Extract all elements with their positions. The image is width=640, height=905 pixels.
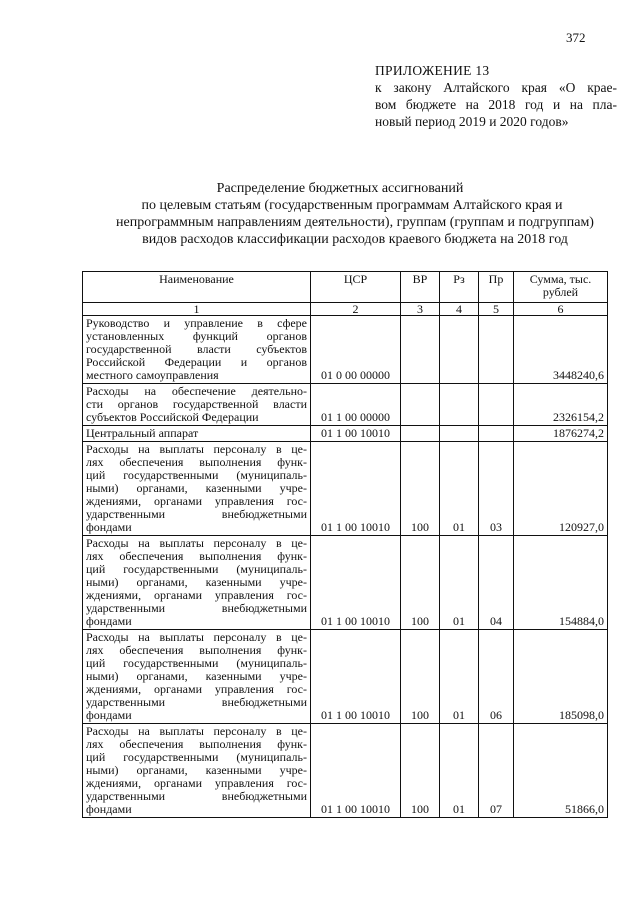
row-pr-cell [479, 384, 514, 426]
appendix-line: вом бюджете на 2018 год и на пла- [375, 97, 617, 112]
row-name-line: лях обеспечения выполнения функ- [86, 455, 307, 469]
row-csr-cell: 01 1 00 00000 [311, 384, 401, 426]
row-csr-cell: 01 1 00 10010 [311, 536, 401, 630]
row-csr-cell: 01 1 00 10010 [311, 442, 401, 536]
page-number: 372 [566, 30, 586, 45]
row-name-line: ными) органами, казенными учре- [86, 669, 307, 683]
row-name-cell [83, 426, 311, 442]
row-name-line: ждениями, органами управления гос- [86, 776, 307, 790]
appendix-line: новый период 2019 и 2020 годов» [375, 114, 569, 129]
row-name-line: лях обеспечения выполнения функ- [86, 549, 307, 563]
document-heading [60, 180, 620, 248]
row-vr-cell [401, 316, 440, 384]
heading-line: непрограммным направлениям деятельности), группам (группам и подгруппам) [116, 215, 594, 230]
column-number: 4 [440, 303, 479, 316]
row-name-line: ударственными внебюджетными [86, 507, 307, 521]
row-sum-cell: 1876274,2 [514, 426, 608, 442]
table-row [83, 426, 608, 442]
row-name-cell [83, 442, 311, 536]
row-name-line: фондами [86, 708, 132, 722]
row-name-cell [83, 316, 311, 384]
column-header-rz: Рз [440, 272, 479, 303]
row-name-line: фондами [86, 802, 132, 816]
column-header-sum: Сумма, тыс. рублей [514, 272, 608, 303]
row-name-line: Расходы на выплаты персоналу в це- [86, 630, 307, 644]
row-rz-cell [440, 316, 479, 384]
row-rz-cell: 01 [440, 630, 479, 724]
row-name-line: государственной власти субъектов [86, 342, 307, 356]
row-name-line: установленных функций органов [86, 329, 307, 343]
row-sum-cell: 2326154,2 [514, 384, 608, 426]
row-name-cell [83, 724, 311, 818]
row-vr-cell [401, 426, 440, 442]
row-name-line: лях обеспечения выполнения функ- [86, 643, 307, 657]
row-name-line: ждениями, органами управления гос- [86, 682, 307, 696]
row-csr-cell: 01 1 00 10010 [311, 724, 401, 818]
row-sum-cell: 185098,0 [514, 630, 608, 724]
row-name-line: фондами [86, 614, 132, 628]
row-vr-cell: 100 [401, 630, 440, 724]
row-name-line: Расходы на выплаты персоналу в це- [86, 536, 307, 550]
row-name-line: ными) органами, казенными учре- [86, 481, 307, 495]
row-rz-cell: 01 [440, 536, 479, 630]
row-name-line: ными) органами, казенными учре- [86, 575, 307, 589]
column-number: 3 [401, 303, 440, 316]
row-name-line: ударственными внебюджетными [86, 601, 307, 615]
column-number-row [83, 303, 608, 316]
row-name-line: ударственными внебюджетными [86, 789, 307, 803]
column-header-csr: ЦСР [311, 272, 401, 303]
row-pr-cell [479, 426, 514, 442]
table-row [83, 630, 608, 724]
row-vr-cell: 100 [401, 442, 440, 536]
row-name-line: ждениями, органами управления гос- [86, 494, 307, 508]
row-name-line: ными) органами, казенными учре- [86, 763, 307, 777]
row-sum-cell: 3448240,6 [514, 316, 608, 384]
row-name-cell [83, 384, 311, 426]
table-row [83, 724, 608, 818]
row-sum-cell: 51866,0 [514, 724, 608, 818]
row-name-cell [83, 536, 311, 630]
table-row [83, 442, 608, 536]
column-number: 5 [479, 303, 514, 316]
row-rz-cell [440, 384, 479, 426]
row-sum-cell: 154884,0 [514, 536, 608, 630]
row-name-line: Расходы на выплаты персоналу в це- [86, 724, 307, 738]
row-name-line: ций государственными (муниципаль- [86, 750, 307, 764]
row-name-line: местного самоуправления [86, 368, 219, 382]
appendix-title: ПРИЛОЖЕНИЕ 13 [375, 63, 490, 78]
column-header-name: Наименование [83, 272, 311, 303]
table-row [83, 384, 608, 426]
row-vr-cell: 100 [401, 536, 440, 630]
row-pr-cell: 07 [479, 724, 514, 818]
row-pr-cell: 04 [479, 536, 514, 630]
row-name-cell [83, 630, 311, 724]
budget-table [82, 271, 608, 818]
column-number: 2 [311, 303, 401, 316]
row-name-line: Центральный аппарат [86, 426, 199, 440]
row-rz-cell: 01 [440, 724, 479, 818]
row-name-line: фондами [86, 520, 132, 534]
table-body [83, 316, 608, 818]
column-number: 6 [514, 303, 608, 316]
table-row [83, 316, 608, 384]
row-pr-cell [479, 316, 514, 384]
heading-line: Распределение бюджетных ассигнований [216, 181, 464, 196]
heading-line: видов расходов классификации расходов краевого бюджета на 2018 год [142, 232, 568, 247]
row-name-line: Расходы на выплаты персоналу в це- [86, 442, 307, 456]
row-name-line: Руководство и управление в сфере [86, 316, 307, 330]
row-name-line: Расходы на обеспечение деятельно- [86, 384, 307, 398]
column-number: 1 [83, 303, 311, 316]
row-pr-cell: 06 [479, 630, 514, 724]
column-header-vr: ВР [401, 272, 440, 303]
appendix-line: к закону Алтайского края «О крае- [375, 80, 617, 95]
row-name-line: ций государственными (муниципаль- [86, 562, 307, 576]
row-vr-cell [401, 384, 440, 426]
table-row [83, 536, 608, 630]
row-pr-cell: 03 [479, 442, 514, 536]
row-sum-cell: 120927,0 [514, 442, 608, 536]
row-name-line: лях обеспечения выполнения функ- [86, 737, 307, 751]
row-name-line: ударственными внебюджетными [86, 695, 307, 709]
row-csr-cell: 01 1 00 10010 [311, 630, 401, 724]
row-csr-cell: 01 0 00 00000 [311, 316, 401, 384]
row-rz-cell [440, 426, 479, 442]
row-name-line: сти органов государственной власти [86, 397, 307, 411]
row-name-line: ждениями, органами управления гос- [86, 588, 307, 602]
row-name-line: ций государственными (муниципаль- [86, 656, 307, 670]
row-csr-cell: 01 1 00 10010 [311, 426, 401, 442]
row-name-line: субъектов Российской Федерации [86, 410, 259, 424]
row-name-line: Российской Федерации и органов [86, 355, 307, 369]
row-name-line: ций государственными (муниципаль- [86, 468, 307, 482]
appendix-block [375, 62, 617, 130]
column-header-pr: Пр [479, 272, 514, 303]
heading-line: по целевым статьям (государственным программам Алтайского края и [141, 198, 563, 213]
row-rz-cell: 01 [440, 442, 479, 536]
row-vr-cell: 100 [401, 724, 440, 818]
table-header-row [83, 272, 608, 303]
